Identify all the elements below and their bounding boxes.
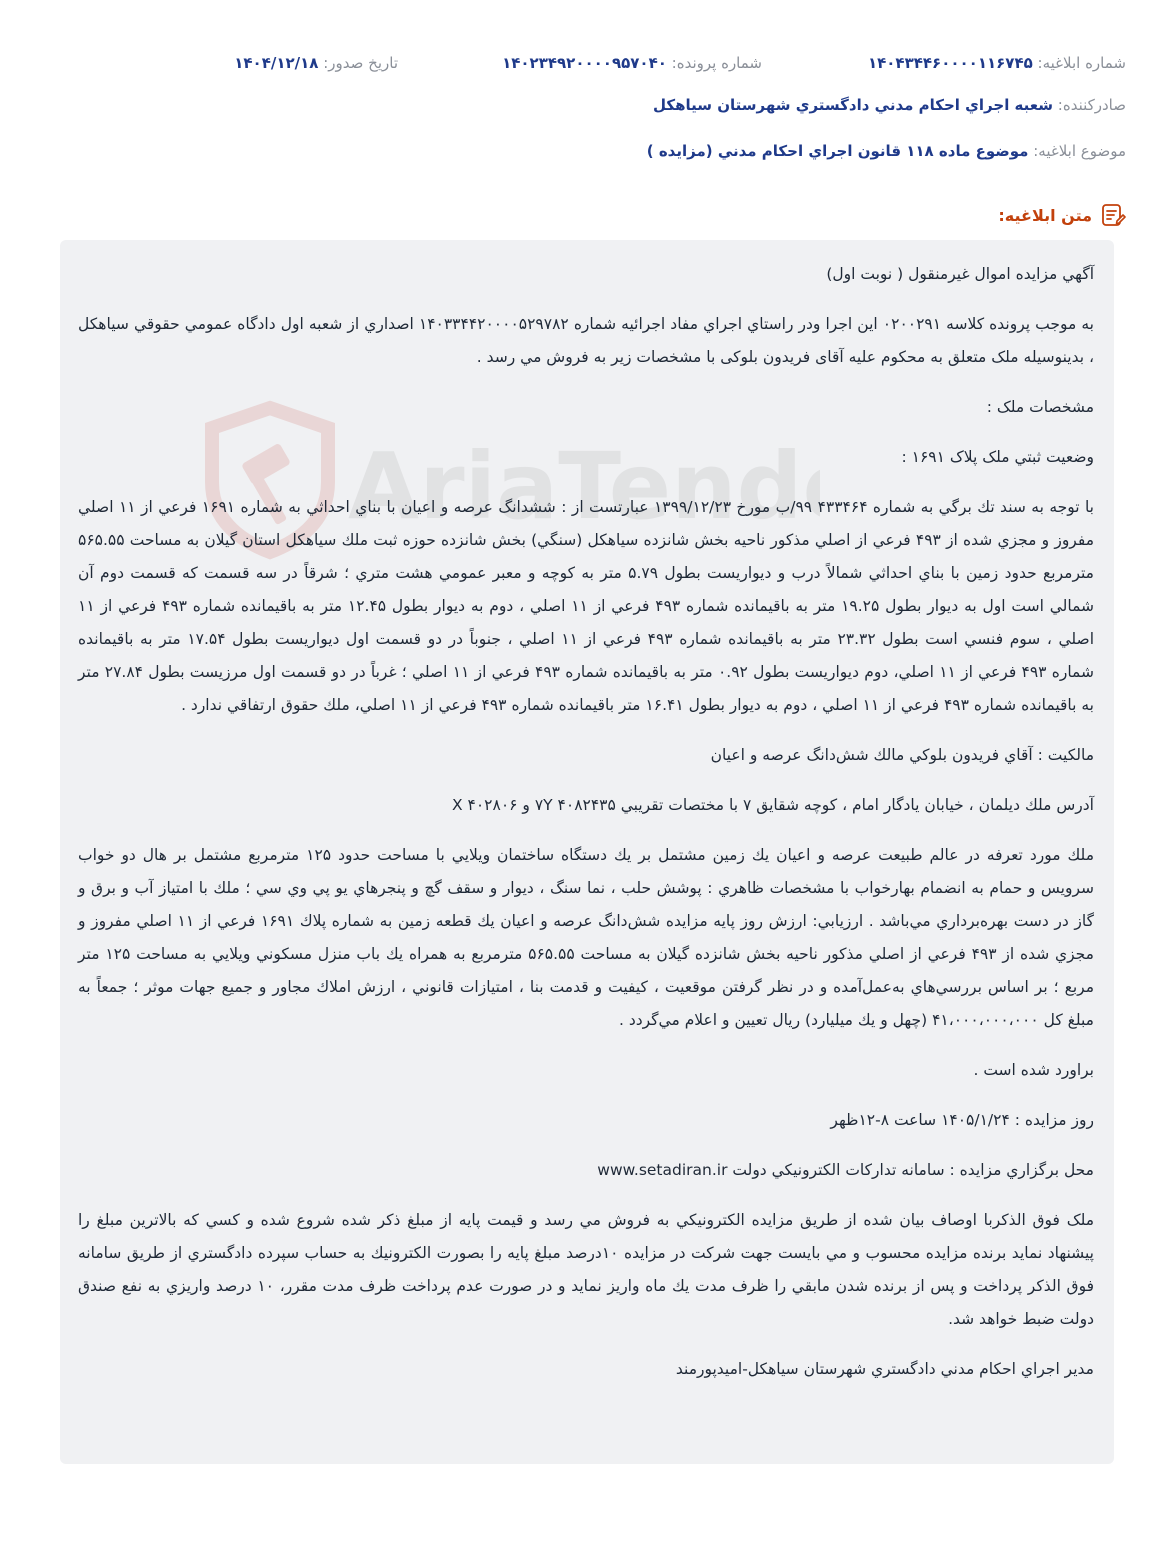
case-number (502, 54, 762, 72)
body-paragraph: آدرس ملك ديلمان ، خيابان يادگار امام ، کوچه شقايق ۷ با مختصات تقريبي ۴۰۸۲۴۳۵ ۷Y و ۴۰۲۸۰۶ X (451, 796, 1094, 814)
case-number-label: شماره پرونده: (671, 54, 762, 72)
body-paragraph: به موجب پرونده کلاسه ۰۲۰۰۲۹۱ اين اجرا ودر راستاي اجراي مفاد اجرائيه شماره ۱۴۰۳۳۴۴۲۰۰۰۰۵۲۹۷۸۲ اصداري از شعبه اول دادگاه عمومي حقوقي سياهکل ، بدينوسيله ملک متعلق به محکوم عليه آقای فريدون بلوکی با مشخصات زير به فروش مي رسد . (78, 315, 1094, 366)
notice-number-label: شماره ابلاغيه: (1037, 54, 1126, 72)
case-number-value: ۱۴۰۲۳۴۹۲۰۰۰۰۹۵۷۰۴۰ (502, 54, 667, 72)
section-title (998, 200, 1126, 230)
subject-line (647, 142, 1126, 160)
signature-line: مدير اجراي احکام مدني دادگستري شهرستان سياهکل-اميدپورمند (675, 1360, 1094, 1378)
watermark-text: AriaTend (348, 433, 803, 540)
subject-value: موضوع ماده ۱۱۸ قانون اجراي احکام مدني (مزايده ) (646, 142, 1029, 160)
document-edit-icon (1100, 202, 1126, 228)
notice-body-content (60, 240, 1114, 1386)
notice-body-panel (60, 240, 1114, 1464)
section-title-text: متن ابلاغيه: (998, 205, 1092, 225)
issuer-value: شعبه اجراي احکام مدني دادگستري شهرستان سياهکل (652, 96, 1053, 114)
body-paragraph: با توجه به سند تك برگي به شماره ۴۳۳۴۶۴ ۹۹/ب مورخ ۱۳۹۹/۱۲/۲۳ عبارتست از : ششدانگ عرصه و اعيان با بناي احداثي به شماره ۱۶۹۱ فرعي از ۱۱ اصلي مفروز و مجزي شده از ۴۹۳ فرعي از اصلي مذكور ناحيه بخش شانزده سياهكل (سنگي) بخش شانزده حوزه ثبت ملك سياهكل استان گيلان به مساحت ۵۶۵.۵۵ مترمربع حدود زمين با بناي احداثي شمالاً درب و ديواريست بطول ۵.۷۹ متر به كوچه و معبر عمومي هشت متري ؛ شرقاً در سه قسمت كه قسمت دوم آن شمالي است اول به ديوار بطول ۱۹.۲۵ متر به باقيمانده شماره ۴۹۳ فرعي از ۱۱ اصلي ، دوم به ديوار بطول ۱۲.۴۵ متر به باقيمانده شماره ۴۹۳ فرعي از ۱۱ اصلي ، سوم فنسي است بطول ۲۳.۳۲ متر به باقيمانده شماره ۴۹۳ فرعي از ۱۱ اصلي ، جنوباً در دو قسمت اول ديواريست بطول ۱۷.۵۴ متر به باقيمانده شماره ۴۹۳ فرعي از ۱۱ اصلي، دوم ديواريست بطول ۰.۹۲ متر به باقيمانده شماره ۴۹۳ فرعي از ۱۱ اصلي ؛ غرباً در دو قسمت اول مرزيست بطول ۲۷.۸۴ متر به باقيمانده شماره ۴۹۳ فرعي از ۱۱ اصلي ، دوم به ديوار بطول ۱۶.۴۱ متر باقيمانده شماره ۴۹۳ فرعي از ۱۱ اصلي، ملك حقوق ارتفاقي ندارد . (78, 498, 1095, 714)
notice-number (868, 54, 1126, 72)
subject-label: موضوع ابلاغيه: (1033, 142, 1126, 160)
issue-date (234, 54, 398, 72)
body-paragraph: براورد شده است . (973, 1061, 1094, 1079)
body-paragraph: ملك مورد تعرفه در عالم طبيعت عرصه و اعيان يك زمين مشتمل بر يك دستگاه ساختمان ويلايي با مساحت حدود ۱۲۵ مترمربع مشتمل بر هال دو خواب سرويس و حمام به انضمام بهارخواب با مشخصات ظاهري : پوشش حلب ، نما سنگ ، ديوار و سقف گچ و پنجرهاي يو پي وي سي ؛ ملك با امتياز آب و برق و گاز در دست بهره‌برداري مي‌باشد . ارزيابي: ارزش روز پايه مزايده شش‌دانگ عرصه و اعيان يك قطعه زمين به شماره پلاك ۱۶۹۱ فرعي از ۱۱ اصلي مفروز و مجزي شده از ۴۹۳ فرعي از اصلي مذكور ناحيه بخش شانزده گيلان به مساحت ۵۶۵.۵۵ مترمربع به همراه يك باب منزل مسكوني ويلايي به مساحت ۱۲۵ متر مربع ؛ بر اساس بررسي‌هاي به‌عمل‌آمده و در نظر گرفتن موقعيت ، كيفيت و قدمت بنا ، امتيازات قانوني ، ارزش املاك مجاور و جميع جهات موثر ؛ جمعاً به مبلغ كل ۴۱،۰۰۰،۰۰۰،۰۰۰ (چهل و يك ميليارد) ريال تعيين و اعلام مي‌گردد . (78, 846, 1095, 1029)
body-paragraph: وضعيت ثبتي ملک پلاک ۱۶۹۱ : (901, 448, 1094, 466)
body-paragraph: ملک فوق الذکربا اوصاف بيان شده از طريق مزايده الکترونيکي به فروش مي رسد و قيمت پايه از مبلغ ذکر شده شروع شده و کسي که بالاترين مبلغ را پيشنهاد نمايد برنده مزايده محسوب و مي بايست جهت شرکت در مزايده ۱۰درصد مبلغ پايه را بصورت الکترونيك به حساب سپرده دادگستري از طريق سامانه فوق الذکر پرداخت و پس از برنده شدن مابقي را ظرف مدت يك ماه واريز نمايد و در صورت عدم پرداخت ظرف مدت مقرر، ۱۰ درصد واريزي به نفع صندق دولت ضبط خواهد شد. (78, 1211, 1094, 1328)
issuer-line (653, 96, 1126, 114)
issue-date-value: ۱۴۰۴/۱۲/۱۸ (234, 54, 319, 72)
notice-number-value: ۱۴۰۴۳۴۴۶۰۰۰۰۱۱۶۷۴۵ (867, 54, 1033, 72)
body-paragraph: مشخصات ملک : (986, 398, 1094, 416)
issuer-label: صادرکننده: (1057, 96, 1126, 114)
auction-date: روز مزايده : ۱۴۰۵/۱/۲۴ ساعت ۸-۱۲ظهر (830, 1111, 1094, 1129)
body-title: آگهي مزايده اموال غيرمنقول ( نوبت اول) (826, 265, 1094, 283)
auction-location: محل برگزاري مزايده : سامانه تدارکات الکترونيکي دولت www.setadiran.ir (597, 1161, 1094, 1179)
issue-date-label: تاريخ صدور: (323, 54, 398, 72)
header-meta-row (48, 54, 1126, 84)
body-paragraph: مالکيت : آقاي فريدون بلوکي مالك شش‌دانگ عرصه و اعيان (710, 746, 1094, 764)
